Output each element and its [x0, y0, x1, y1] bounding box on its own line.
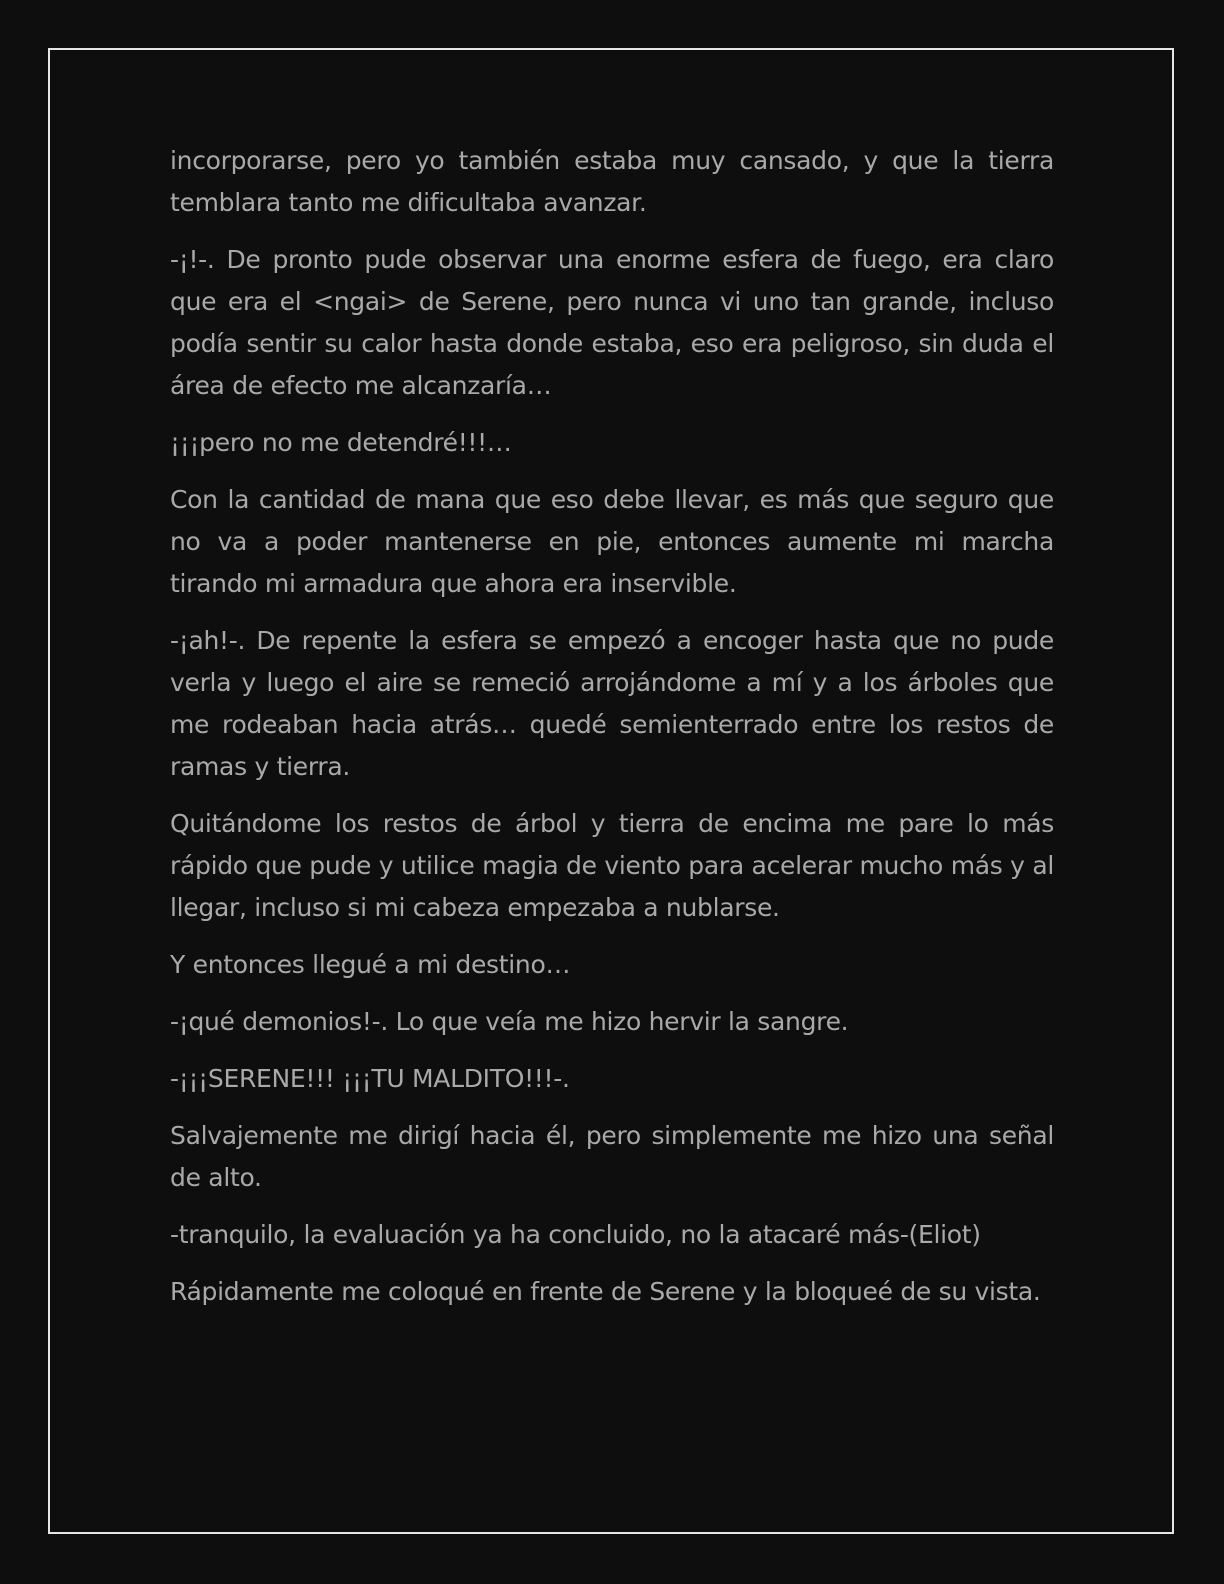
paragraph: Y entonces llegué a mi destino…	[170, 950, 571, 979]
paragraph: ¡¡¡pero no me detendré!!!…	[170, 428, 512, 457]
paragraph: -¡!-. De pronto pude observar una enorme esfera de fuego, era claro que era el <ngai> de Serene, pero nunca vi uno tan grande, incluso podía sentir su calor hasta donde estaba, eso era peligroso, sin duda el área de efecto me alcanzaría…	[170, 245, 1054, 400]
paragraph: incorporarse, pero yo también estaba muy cansado, y que la tierra temblara tanto me dificultaba avanzar.	[170, 146, 1054, 217]
paragraph: -¡qué demonios!-. Lo que veía me hizo hervir la sangre.	[170, 1007, 849, 1036]
paragraph: Rápidamente me coloqué en frente de Serene y la bloqueé de su vista.	[170, 1277, 1041, 1306]
paragraph: -¡ah!-. De repente la esfera se empezó a encoger hasta que no pude verla y luego el aire se remeció arrojándome a mí y a los árboles que me rodeaban hacia atrás… quedé semienterrado entre los restos de ramas y tierra.	[170, 626, 1054, 781]
paragraph: Salvajemente me dirigí hacia él, pero simplemente me hizo una señal de alto.	[170, 1121, 1054, 1192]
paragraph: Quitándome los restos de árbol y tierra de encima me pare lo más rápido que pude y utilice magia de viento para acelerar mucho más y al llegar, incluso si mi cabeza empezaba a nublarse.	[170, 809, 1054, 922]
paragraph: -¡¡¡SERENE!!! ¡¡¡TU MALDITO!!!-.	[170, 1064, 570, 1093]
story-text	[170, 140, 1054, 1328]
paragraph: Con la cantidad de mana que eso debe llevar, es más que seguro que no va a poder mantenerse en pie, entonces aumente mi marcha tirando mi armadura que ahora era inservible.	[170, 485, 1054, 598]
paragraph: -tranquilo, la evaluación ya ha concluido, no la atacaré más-(Eliot)	[170, 1220, 981, 1249]
